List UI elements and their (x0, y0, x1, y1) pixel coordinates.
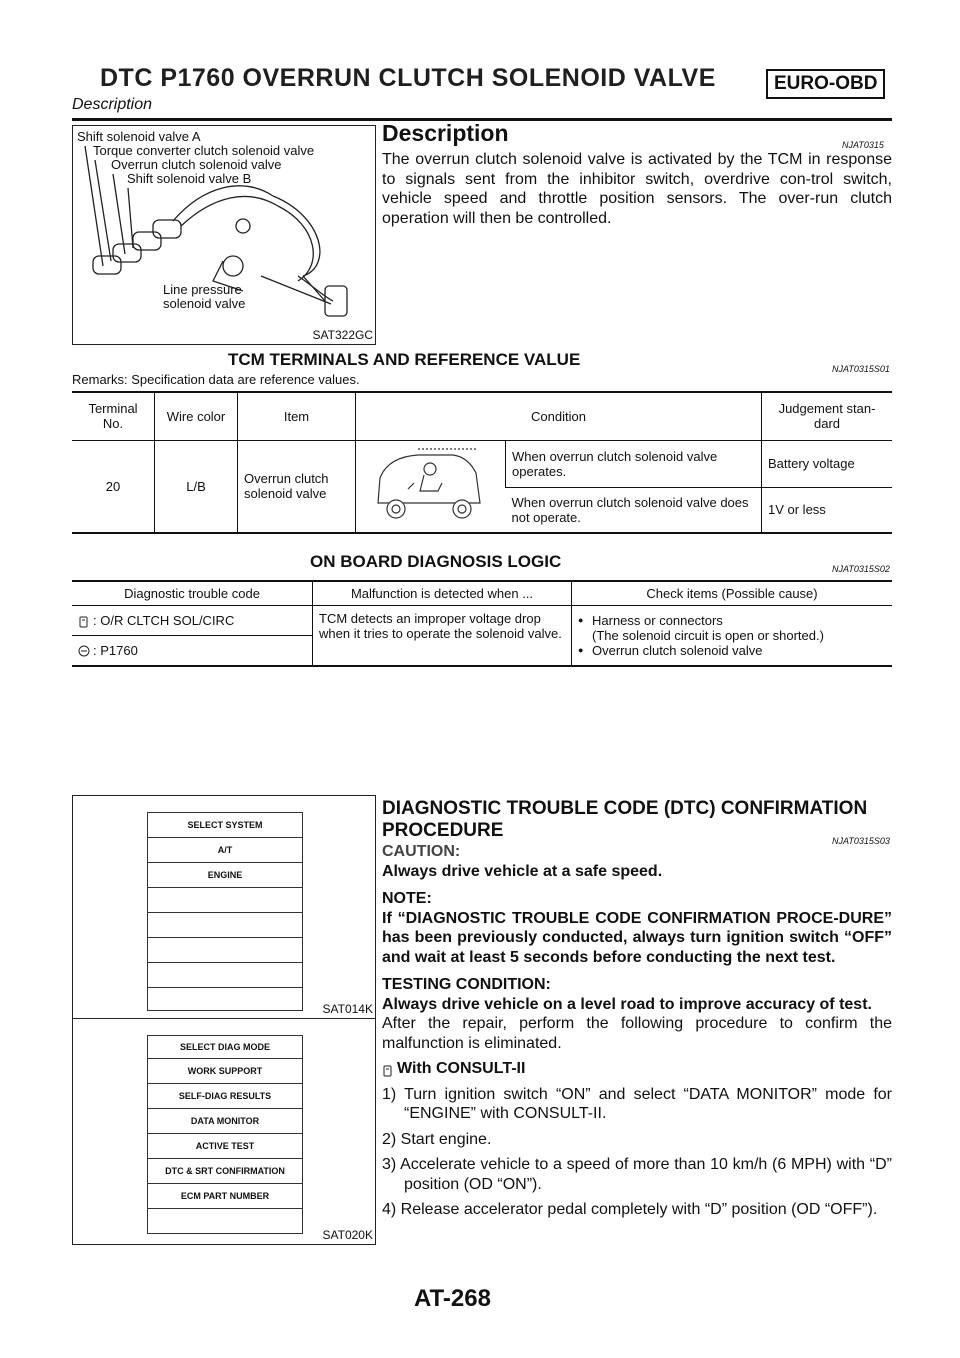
screen-row-5 (148, 913, 302, 938)
tcm-heading: TCM TERMINALS AND REFERENCE VALUE (228, 350, 581, 369)
check-item-1 (578, 613, 886, 643)
procedure-step-4: 4) Release accelerator pedal completely with “D” position (OD “OFF”). (382, 1201, 878, 1218)
figure-code: SAT014K (322, 1002, 373, 1016)
diag-row-4: DATA MONITOR (148, 1109, 302, 1134)
description-heading: Description (382, 120, 509, 146)
figure-code: SAT322GC (312, 328, 373, 342)
th-check: Check items (Possible cause) (572, 581, 893, 606)
diag-row-5: ACTIVE TEST (148, 1134, 302, 1159)
page-number: AT-268 (414, 1285, 491, 1312)
label-overrun-solenoid: Overrun clutch solenoid valve (111, 157, 282, 172)
cell-condition-2: When overrun clutch solenoid valve does not operate. (506, 487, 762, 532)
diag-row-3: SELF-DIAG RESULTS (148, 1084, 302, 1109)
cell-judgement-2: 1V or less (762, 487, 893, 532)
car-icon-cell (356, 440, 506, 533)
select-system-screen (147, 812, 303, 1011)
page-title: DTC P1760 OVERRUN CLUTCH SOLENOID VALVE (100, 64, 716, 92)
th-wire: Wire color (155, 392, 238, 440)
th-malfunction: Malfunction is detected when ... (313, 581, 572, 606)
label-shift-solenoid-a: Shift solenoid valve A (77, 129, 201, 144)
screen-row-4 (148, 888, 302, 913)
dtc-heading-line-1: DIAGNOSTIC TROUBLE CODE (DTC) CONFIRMATION (382, 798, 868, 819)
code-gst-text: : P1760 (93, 642, 138, 658)
figure-labels (77, 130, 314, 186)
with-consult-line (382, 1059, 892, 1079)
diag-row-7: ECM PART NUMBER (148, 1184, 302, 1209)
cell-wire: L/B (155, 440, 238, 533)
obd-logic-table (72, 580, 892, 667)
screen-row-8 (148, 988, 302, 1010)
screen-row-3: ENGINE (148, 863, 302, 888)
dtc-heading (382, 798, 892, 842)
cell-code-consult (72, 606, 313, 636)
tcm-ref: NJAT0315S01 (832, 364, 890, 374)
procedure-step-2: 2) Start engine. (382, 1130, 492, 1148)
select-diag-mode-figure (72, 1018, 376, 1245)
diag-row-2: WORK SUPPORT (148, 1059, 302, 1084)
th-condition: Condition (356, 392, 762, 440)
select-system-figure (72, 795, 376, 1019)
ref-code: NJAT0315 (842, 140, 884, 150)
car-driver-icon (358, 443, 498, 527)
caution-label: CAUTION: (382, 843, 461, 860)
caution-text: Always drive vehicle at a safe speed. (382, 862, 663, 880)
figure-code: SAT020K (322, 1228, 373, 1242)
tcm-remarks: Remarks: Specification data are reference values. (72, 372, 360, 387)
th-dtc: Diagnostic trouble code (124, 586, 260, 601)
line-pressure-label (163, 283, 245, 311)
diag-row-6: DTC & SRT CONFIRMATION (148, 1159, 302, 1184)
gst-icon (78, 645, 89, 657)
procedure-step-3: 3) Accelerate vehicle to a speed of more than 10 km/h (6 MPH) with “D” position (OD “ON”). (382, 1156, 892, 1193)
note-text: If “DIAGNOSTIC TROUBLE CODE CONFIRMATION PROCE-DURE” has been previously conducted, always turn ignition switch “OFF” and wait at least 5 seconds before conducting the next test. (382, 909, 892, 966)
dtc-body (382, 842, 892, 1226)
th-terminal: Terminal No. (88, 401, 138, 432)
solenoid-valve-figure (72, 125, 376, 345)
label-shift-solenoid-b: Shift solenoid valve B (127, 171, 252, 186)
cell-code-gst (72, 636, 313, 666)
testing-text: Always drive vehicle on a level road to improve accuracy of test. (382, 995, 872, 1013)
th-judgement: Judgement stan-dard (762, 392, 893, 440)
check-item-1-detail: (The solenoid circuit is open or shorted.) (592, 627, 824, 643)
check-item-1-text: Harness or connectors (592, 612, 723, 628)
label-line-pressure: Line pressure (163, 282, 242, 297)
cell-check-items (572, 606, 893, 666)
cell-terminal: 20 (72, 440, 155, 533)
cell-malfunction: TCM detects an improper voltage drop when it tries to operate the solenoid valve. (313, 606, 572, 666)
cell-item: Overrun clutch solenoid valve (238, 440, 356, 533)
after-repair-text: After the repair, perform the following procedure to confirm the malfunction is eliminated. (382, 1015, 892, 1052)
label-solenoid-valve: solenoid valve (163, 296, 246, 311)
obd-ref: NJAT0315S02 (832, 564, 890, 574)
obd-heading: ON BOARD DIAGNOSIS LOGIC (310, 552, 562, 571)
page-subtitle: Description (72, 96, 153, 113)
cell-condition-1: When overrun clutch solenoid valve operates. (506, 440, 762, 487)
consult-icon (78, 616, 89, 628)
consult-icon (382, 1063, 393, 1075)
testing-label: TESTING CONDITION: (382, 976, 551, 993)
procedure-step-1: 1) Turn ignition switch “ON” and select “DATA MONITOR” mode for “ENGINE” with CONSULT-II. (382, 1085, 892, 1122)
code-consult-text: : O/R CLTCH SOL/CIRC (93, 613, 235, 628)
screen-row-2: A/T (148, 838, 302, 863)
screen-row-7 (148, 963, 302, 988)
th-item: Item (238, 392, 356, 440)
diag-row-8 (148, 1209, 302, 1233)
diag-row-1: SELECT DIAG MODE (148, 1036, 302, 1059)
cell-judgement-1: Battery voltage (762, 440, 893, 487)
label-tcc-solenoid: Torque converter clutch solenoid valve (93, 143, 315, 158)
diag-mode-screen (147, 1035, 303, 1234)
description-text: The overrun clutch solenoid valve is activated by the TCM in response to signals sent from the inhibitor switch, overdrive con-trol switch, vehicle speed and throttle position sensors. The over-run clutch operation will then be controlled. (382, 151, 892, 227)
check-item-2: ● Overrun clutch solenoid valve (578, 643, 886, 658)
note-label: NOTE: (382, 890, 432, 907)
dtc-heading-line-2: PROCEDURE (382, 820, 504, 841)
screen-row-6 (148, 938, 302, 963)
with-consult-text: With CONSULT-II (397, 1060, 526, 1077)
section-badge: EURO-OBD (766, 69, 885, 99)
dtc-ref: NJAT0315S03 (832, 836, 890, 846)
screen-row-1: SELECT SYSTEM (148, 813, 302, 838)
tcm-reference-table (72, 391, 892, 534)
